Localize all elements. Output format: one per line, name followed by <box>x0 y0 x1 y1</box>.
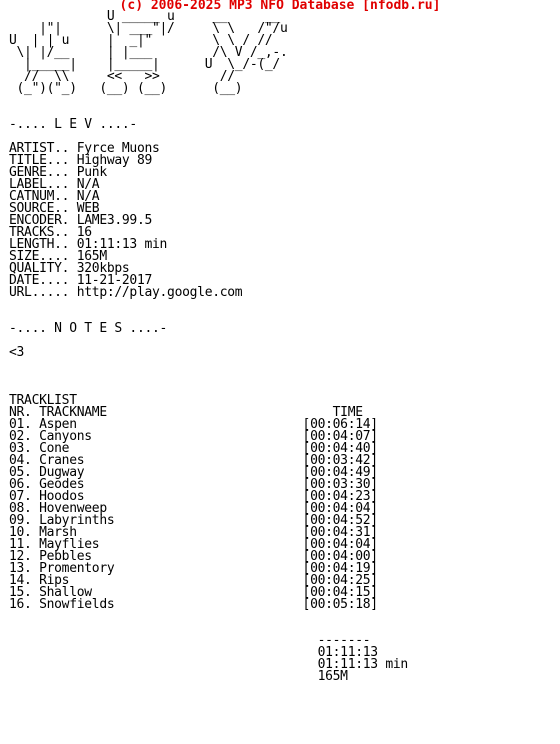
section-title-lev: -.... L E V ....- <box>9 117 137 132</box>
tracklist-header: NR. TRACKNAME TIME <box>9 405 363 420</box>
tracklist-title: TRACKLIST <box>9 393 77 408</box>
totals: ------- 01:11:13 01:11:13 min 165M <box>317 633 408 684</box>
notes-text: <3 <box>9 345 25 360</box>
nfo-document <box>9 11 408 683</box>
section-title-notes: -.... N O T E S ....- <box>9 321 168 336</box>
ascii-logo: U _____ u __ __ |"| \| ___"|/ \ \ /"/u U | | u | _|" \ \ / // \| |/__ | |___ /\ V /_,-. |_____| |_____| U \_/-(_/ // \\ << >> // (_")("_) (__) (__) (__) <box>9 9 288 96</box>
site-header: (c) 2006-2025 MP3 NFO Database [nfodb.ru] <box>119 0 441 13</box>
tracklist: 01. Aspen [00:06:14] 02. Canyons [00:04:07] 03. Cone [00:04:40] 04. Cranes [00:03:42] 05. Dugway [00:04:49] 06. Geodes [00:03:30] 07. Hoodos [00:04:23] 08. Hovenweep [00:04:04] 09. Labyrinths [00:04:52] 10. Marsh [00:04:31] 11. Mayflies [00:04:04] 12. Pebbles [00:04:00] 13. Promentory [00:04:19] 14. Rips [00:04:25] 15. Shallow [00:04:15] 16. Snowfields [00:05:18] <box>9 417 378 612</box>
release-info: ARTIST.. Fyrce Muons TITLE... Highway 89 GENRE... Punk LABEL... N/A CATNUM.. N/A SOURCE.. WEB ENCODER. LAME3.99.5 TRACKS.. 16 LENGTH.. 01:11:13 min SIZE.... 165M QUALITY. 320kbps DATE.... 11-21-2017 URL..... http://play.google.com <box>9 141 243 300</box>
